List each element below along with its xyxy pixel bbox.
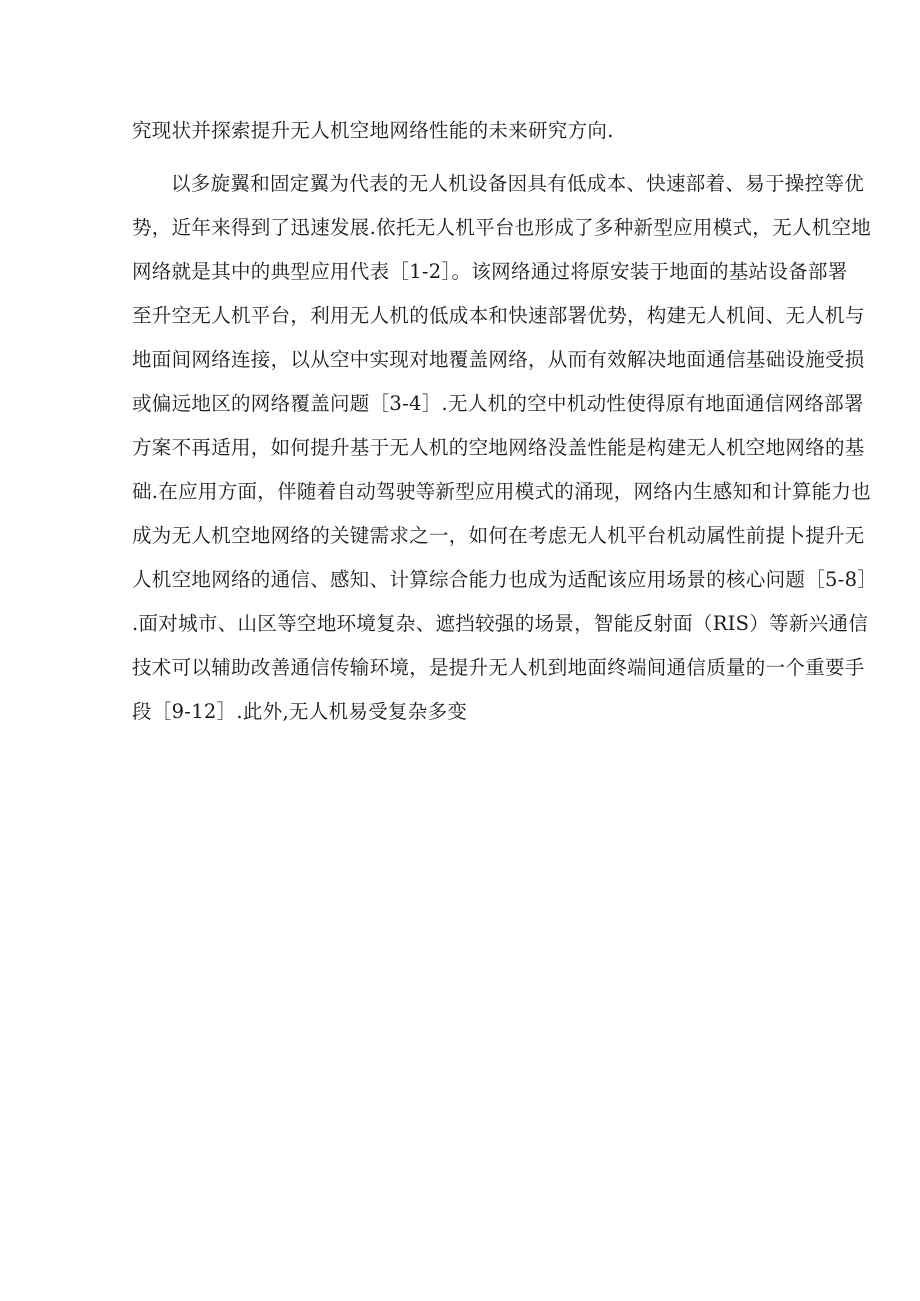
text-line-11: 人机空地网络的通信、感知、计算综合能力也成为适配该应用场景的核心问题［5-8］ bbox=[132, 568, 878, 591]
text-line-2: 以多旋翼和固定翼为代表的无人机设备因具有低成本、快速部着、易于操控等优 bbox=[171, 172, 865, 195]
text-line-12: .面对城市、山区等空地环境复杂、遮挡较强的场景，智能反射面（RIS）等新兴通信 bbox=[132, 612, 869, 635]
text-line-8: 方案不再适用，如何提升基于无人机的空地网络没盖性能是构建无人机空地网络的基 bbox=[132, 436, 865, 459]
text-line-13: 技术可以辅助改善通信传输环境，是提升无人机到地面终端间通信质量的一个重要手 bbox=[132, 656, 865, 679]
text-line-14: 段［9-12］.此外,无人机易受复杂多变 bbox=[132, 700, 468, 723]
text-line-9: 础.在应用方面，伴随着自动驾驶等新型应用模式的涌现，网络内生感知和计算能力也 bbox=[132, 480, 872, 503]
text-line-4: 网络就是其中的典型应用代表［1-2］。该网络通过将原安装于地面的基站设备部署 bbox=[132, 260, 848, 283]
text-line-7: 或偏远地区的网络覆盖问题［3-4］.无人机的空中机动性使得原有地面通信网络部署 bbox=[132, 392, 864, 415]
text-line-10: 成为无人机空地网络的关键需求之一，如何在考虑无人机平台机动属性前提卜提升无 bbox=[132, 524, 865, 547]
text-line-1: 究现状并探索提升无人机空地网络性能的未来研究方向. bbox=[132, 119, 614, 142]
text-line-6: 地面间网络连接，以从空中实现对地覆盖网络，从而有效解决地面通信基础设施受损 bbox=[132, 348, 865, 371]
text-line-3: 势，近年来得到了迅速发展.依托无人机平台也形成了多种新型应用模式，无人机空地 bbox=[132, 216, 872, 239]
text-line-5: 至升空无人机平台，利用无人机的低成本和快速部署优势，构建无人机间、无人机与 bbox=[132, 304, 865, 327]
